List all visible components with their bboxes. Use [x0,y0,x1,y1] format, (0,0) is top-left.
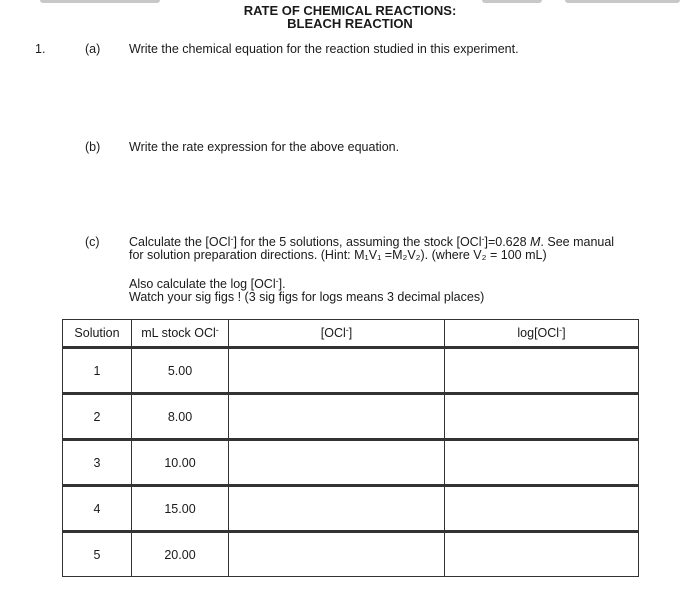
part-b-text: Write the rate expression for the above equation. [129,140,400,154]
cell-concentration[interactable] [229,348,445,394]
cell-ml-stock: 15.00 [132,486,229,532]
part-a-text: Write the chemical equation for the reaction studied in this experiment. [129,42,519,56]
cropped-header-fragment-left [40,0,160,3]
part-c-line1: Calculate the [OCl-] for the 5 solutions, assuming the stock [OCl-]=0.628 M. See manual [129,234,615,249]
part-c-line4: Watch your sig figs ! (3 sig figs for logs means 3 decimal places) [129,290,485,304]
cell-log-concentration[interactable] [445,440,639,486]
cell-concentration[interactable] [229,440,445,486]
cell-solution: 3 [63,440,132,486]
header-solution: Solution [63,320,132,348]
part-a-label: (a) [85,42,101,56]
cropped-header-fragment-mid [482,0,542,3]
part-c-line3: Also calculate the log [OCl-]. [129,276,286,291]
cell-solution: 5 [63,532,132,577]
cell-log-concentration[interactable] [445,394,639,440]
cell-concentration[interactable] [229,486,445,532]
cell-log-concentration[interactable] [445,532,639,577]
part-c-line2: for solution preparation directions. (Hint: M₁V₁ =M₂V₂). (where V₂ = 100 mL) [129,248,547,262]
part-b-label: (b) [85,140,101,154]
solutions-table [62,319,639,577]
cell-ml-stock: 5.00 [132,348,229,394]
cell-solution: 2 [63,394,132,440]
cell-solution: 4 [63,486,132,532]
cell-ml-stock: 8.00 [132,394,229,440]
header-ml-stock: mL stock OCl- [132,320,229,348]
page-title-line2: BLEACH REACTION [287,16,413,31]
header-concentration: [OCl-] [229,320,445,348]
header-log-concentration: log[OCl-] [445,320,639,348]
question-number: 1. [35,42,46,56]
cell-concentration[interactable] [229,532,445,577]
page-title-line1: RATE OF CHEMICAL REACTIONS: [243,3,457,18]
part-c-label: (c) [85,235,100,249]
cell-solution: 1 [63,348,132,394]
table-header-row [63,320,639,348]
cell-ml-stock: 10.00 [132,440,229,486]
cropped-header-fragment-right [565,0,680,3]
cell-ml-stock: 20.00 [132,532,229,577]
cell-log-concentration[interactable] [445,486,639,532]
table-row [63,394,639,440]
table-row [63,440,639,486]
table-row [63,486,639,532]
cell-concentration[interactable] [229,394,445,440]
table-row [63,532,639,577]
table-row [63,348,639,394]
cell-log-concentration[interactable] [445,348,639,394]
